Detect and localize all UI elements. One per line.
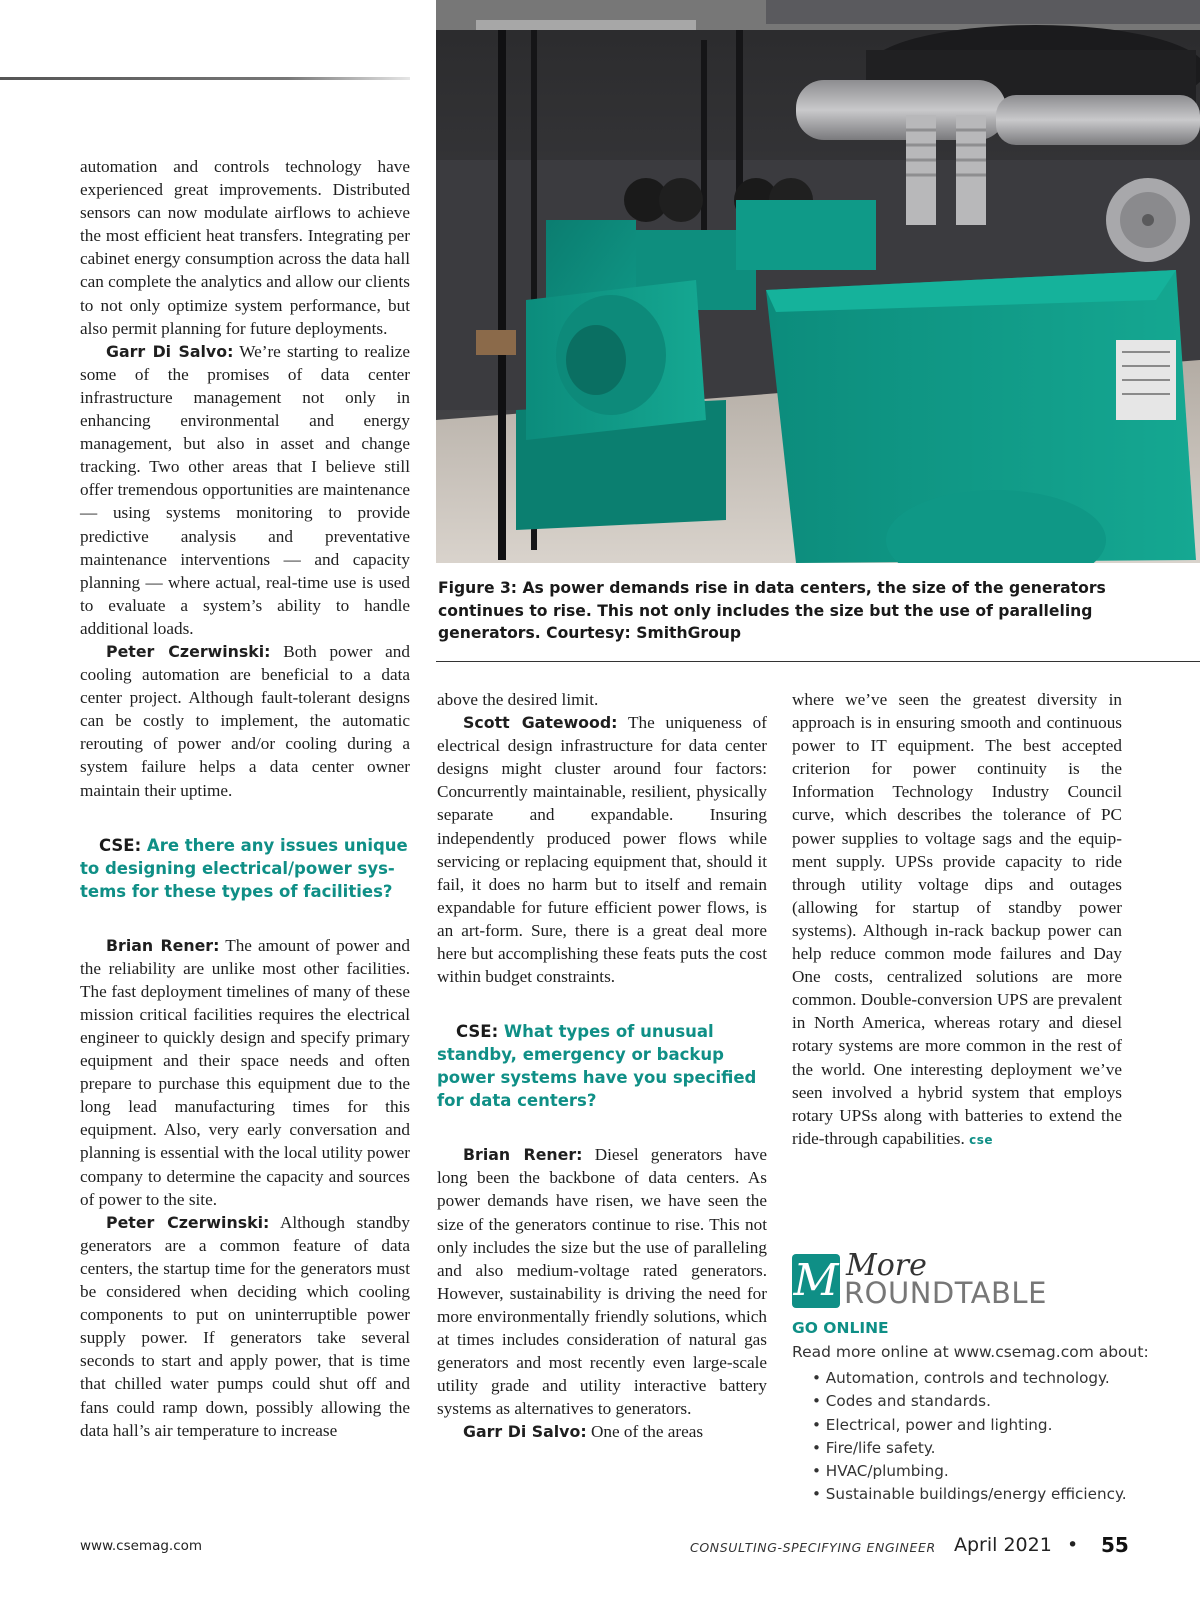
list-item: • Codes and standards. [812, 1390, 1127, 1413]
list-item: • Electrical, power and lighting. [812, 1414, 1127, 1437]
speaker-name: Brian Rener: [106, 935, 220, 955]
header-rule [0, 77, 410, 80]
footer-magazine-name: CONSULTING-SPECIFYING ENGINEER [690, 1540, 936, 1555]
paragraph [80, 640, 410, 802]
logo-m-box: M [793, 1255, 839, 1306]
end-mark: cse [969, 1132, 993, 1147]
list-item: • Fire/life safety. [812, 1437, 1127, 1460]
topics-list [812, 1367, 1127, 1507]
paragraph [437, 1143, 767, 1420]
paragraph [437, 711, 767, 988]
list-item: • Automation, controls and technology. [812, 1367, 1127, 1390]
paragraph [437, 1420, 767, 1443]
question-text: Are there any issues unique to designing electrical/power systems for these types of facilities? [80, 835, 408, 901]
go-online-heading: GO ONLINE [792, 1319, 889, 1337]
caption-rule [436, 661, 1200, 662]
speaker-name: Peter Czerwinski: [106, 1212, 270, 1232]
question-label: CSE: [456, 1022, 499, 1042]
speaker-name: Garr Di Salvo: [463, 1422, 587, 1442]
paragraph [80, 934, 410, 1211]
paragraph-text: The amount of power and the reliability are unlike most other facilities. The fast deployment timelines of many of these mission critical facilities requires the electrical engineer to quickly design and specify primary equipment and their space needs and often prepare to purchase this equipment due to the long lead manufacturing times for this equipment. Also, very early conversation and planning is essential with the local utility power company to determine the capacity and sources of power to the site. [80, 935, 410, 1209]
read-more-link-text[interactable]: Read more online at www.csemag.com about: [792, 1343, 1149, 1361]
paragraph-text: where we’ve seen the greatest diversity in approach is in ensuring smooth and continuous power to IT equipment. The best accepted criterion for power continuity is the Information Technology Industry Council curve, which describes the tolerance of PC power supplies to voltage sags and the equipment supply. UPSs provide capacity to ride through utility voltage dips and outages (allowing for startup of standby power systems). Although in-rack backup power can help reduce common mode failures and Day One costs, centralized solutions are more common. Double-conversion UPS are prevalent in North America, whereas rotary and diesel rotary systems are more common in the rest of the world. One interesting deployment we’ve seen involved a hybrid system that employs rotary UPSs along with batteries to extend the ride-through capabilities. [792, 690, 1122, 1148]
speaker-name: Brian Rener: [463, 1145, 583, 1165]
generator-photo [436, 0, 1200, 563]
speaker-name: Peter Czerwinski: [106, 641, 271, 661]
speaker-name: Scott Gatewood: [463, 713, 618, 733]
logo-more-word: More [846, 1248, 927, 1283]
paragraph-text: Both power and cooling automation are beneficial to a data center project. Although fault-tolerant designs can be costly to implement, the automatic rerouting of power and/or cooling during a system failure helps a data center owner maintain their uptime. [80, 641, 410, 800]
column-1 [80, 155, 410, 1442]
paragraph-text: The uniqueness of electrical design infrastructure for data center designs might cluster around four factors: Concurrently maintainable, resilient, physically separate and expandable. Insuring independently produced power flows while servicing or replacing equipment that, should it fail, it does no harm but to itself and remain expandable for future efficient power flows, is an art-form. Sure, there is a great deal more here but accomplishing these feats puts the cost within budget constraints. [437, 713, 767, 987]
speaker-name: Garr Di Salvo: [106, 341, 234, 361]
question-text: What types of unusual standby, emergency or backup power systems have you specified for data centers? [437, 1022, 757, 1111]
paragraph-text: Diesel generators have long been the backbone of data centers. As power demands have risen, we have seen the size of the generators continue to rise. This not only includes the size but the use of paralleling and also medium-voltage rated generators. However, sustainability is driving the need for more environmentally friendly solutions, which at times includes consideration of natural gas generators and most recently even large-scale utility grade and utility interactive battery systems as alternatives to generators. [437, 1145, 767, 1419]
question [437, 1020, 767, 1112]
paragraph-text: We’re starting to realize some of the promises of data center infrastructure management not only in enhancing environmental and energy management, but also in asset and change tracking. Two other areas that I believe still offer tremendous opportunities are maintenance — using systems monitoring to provide predictive analysis and preventative maintenance interventions — and capacity planning — where actual, real-time use is used to evaluate a system’s ability to handle additional loads. [80, 341, 410, 638]
paragraph-text: One of the areas [590, 1422, 704, 1442]
column-3 [792, 688, 1122, 1152]
page-number: 55 [1101, 1533, 1129, 1557]
question-label: CSE: [99, 835, 142, 855]
footer-separator: • [1067, 1534, 1079, 1556]
list-item: • Sustainable buildings/energy efficiency. [812, 1483, 1127, 1506]
paragraph: automation and controls technology have experienced great improvements. Distributed sensors can now modulate airflows to achieve the most efficient heat transfers. Integrating per cabinet energy consumption across the data hall can complete the analytics and allow our clients to not only optimize system performance, but also permit planning for future deployments. [80, 157, 410, 338]
paragraph: above the desired limit. [437, 690, 599, 709]
footer-date: April 2021 [954, 1534, 1052, 1556]
paragraph [80, 1211, 410, 1442]
figure-caption: Figure 3: As power demands rise in data centers, the size of the generators continues to rise. This not only includes the size but the use of paralleling generators. Courtesy: SmithGroup [438, 579, 1106, 642]
paragraph [792, 688, 1122, 1152]
logo-roundtable-word: ROUNDTABLE [844, 1276, 1047, 1310]
paragraph [80, 340, 410, 640]
footer-url[interactable]: www.csemag.com [80, 1538, 203, 1554]
question [80, 834, 410, 903]
list-item: • HVAC/plumbing. [812, 1460, 1127, 1483]
column-2 [437, 688, 767, 1443]
generator-photo-illustration [436, 0, 1200, 563]
paragraph-text: Although standby generators are a common feature of data centers, the startup time for the generators must be considered when deciding which cooling components to put on uninterruptible power supply power. If generators take several seconds to start and apply power, that is time that chilled water pumps could shut off and fans could ramp down, possibly allowing the data hall’s air temperature to increase [80, 1212, 410, 1440]
